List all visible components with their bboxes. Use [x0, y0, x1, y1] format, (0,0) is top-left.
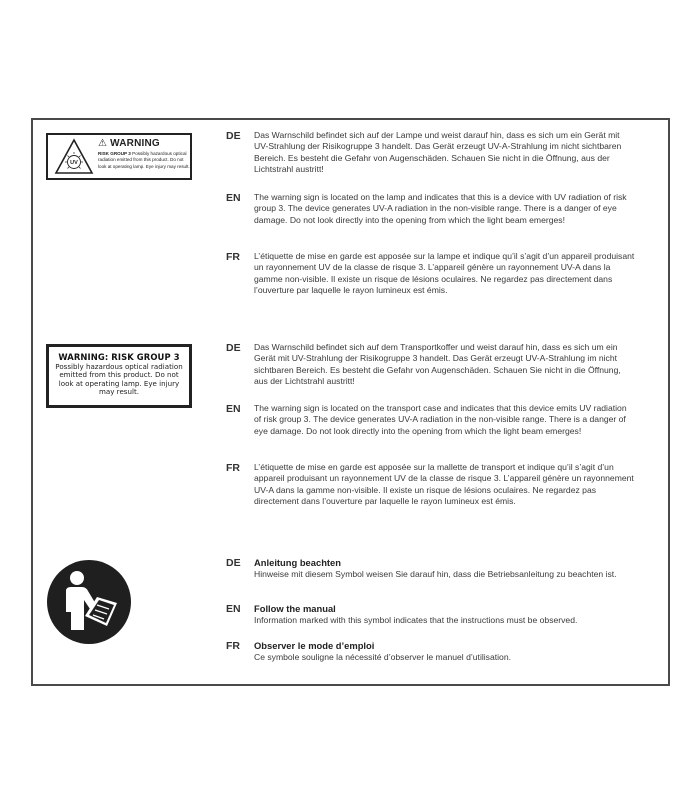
case-warning-title: WARNING: RISK GROUP 3: [58, 352, 180, 362]
section3-en-heading: Follow the manual: [254, 603, 336, 614]
section3-fr-body: Ce symbole souligne la nécessité d’observer le manuel d’utilisation.: [254, 652, 511, 663]
case-warning-body: Possibly hazardous optical radiation emitted from this product. Do not look at operating lamp. Eye injury may result.: [55, 362, 183, 396]
section2-fr-text: L’étiquette de mise en garde est apposée sur la mallette de transport et indique qu’il s’agit d’un appareil produisant un rayonnement UV de la classe de risque 3. L’appareil génère un rayonnement UV-A dans la gamme non-visible. Il existe un risque de lésions oculaires. Ne regardez pas directement dans l’ouverture par laquelle le rayon lumineux est émis.: [254, 462, 634, 506]
lamp-warning-text: [98, 151, 190, 170]
lang-code: DE: [226, 130, 241, 142]
lamp-warning-title: [98, 138, 160, 149]
section2-de-text: Das Warnschild befindet sich auf dem Transportkoffer und weist darauf hin, dass es sich um ein Gerät mit UV-Strahlung der Risikogruppe 3 handelt. Das Gerät erzeugt UV-A-Strahlung im nicht sichtbaren Bereich. Es besteht die Gefahr von Augenschäden. Schauen Sie nicht in die Öffnung, aus der Lichtstrahl austritt!: [254, 342, 621, 386]
lang-code: DE: [226, 342, 241, 354]
section3-de-body: Hinweise mit diesem Symbol weisen Sie darauf hin, dass die Betriebsanleitung zu beachten ist.: [254, 569, 617, 580]
case-warning-label: [46, 344, 192, 408]
lang-code: DE: [226, 557, 241, 569]
section3-fr-heading: Observer le mode d’emploi: [254, 640, 375, 651]
lamp-warning-label: [46, 133, 192, 180]
lamp-warning-risk: RISK GROUP 3: [98, 151, 131, 156]
lang-code: EN: [226, 403, 241, 415]
section3-fr-text: [254, 640, 636, 664]
warning-small-icon: ⚠: [98, 138, 108, 149]
section1-en-text: The warning sign is located on the lamp and indicates that this is a device with UV radiation of risk group 3. The device generates UV-A radiation in the non-visible range. There is a danger of eye damage. Do not look directly into the opening from which the light beam emerges!: [254, 192, 627, 225]
section3-en-body: Information marked with this symbol indicates that the instructions must be observed.: [254, 615, 578, 626]
section3-de-text: [254, 557, 636, 581]
lamp-warning-body: Possibly hazardous optical radiation emitted from this product. Do not look at operating lamp. Eye injury may result.: [98, 151, 190, 169]
lamp-warning-title-text: WARNING: [110, 138, 160, 149]
lang-code: FR: [226, 462, 240, 474]
lang-code: EN: [226, 603, 241, 615]
lang-code: FR: [226, 251, 240, 263]
uv-symbol-text: UV: [70, 160, 78, 167]
lang-code: EN: [226, 192, 241, 204]
lang-code: FR: [226, 640, 240, 652]
read-manual-icon: [47, 560, 131, 644]
section3-de-heading: Anleitung beachten: [254, 557, 341, 568]
section1-de-text: Das Warnschild befindet sich auf der Lampe und weist darauf hin, dass es sich um ein Gerät mit UV-Strahlung der Risikogruppe 3 handelt. Das Gerät erzeugt UV-A-Strahlung im nicht sichtbaren Bereich. Es besteht die Gefahr von Augenschäden. Schauen Sie nicht in die Öffnung, aus der Lichtstrahl austritt!: [254, 130, 622, 174]
section3-en-text: [254, 603, 636, 627]
section1-fr-text: L’étiquette de mise en garde est apposée sur la lampe et indique qu’il s’agit d’un appareil produisant un rayonnement UV de la classe de risque 3. L’appareil génère un rayonnement UV-A dans la gamme non-visible. Il existe un risque de lésions oculaires. Ne regardez pas directement dans l’ouverture par laquelle le rayon lumineux est émis.: [254, 251, 635, 295]
uv-warning-triangle-icon: [54, 138, 94, 176]
section2-en-text: The warning sign is located on the transport case and indicates that this device emits UV radiation of risk group 3. The device generates UV-A radiation in the non-visible range. There is a danger of eye damage. Do not look directly into the opening from which the light beam emerges!: [254, 403, 627, 436]
